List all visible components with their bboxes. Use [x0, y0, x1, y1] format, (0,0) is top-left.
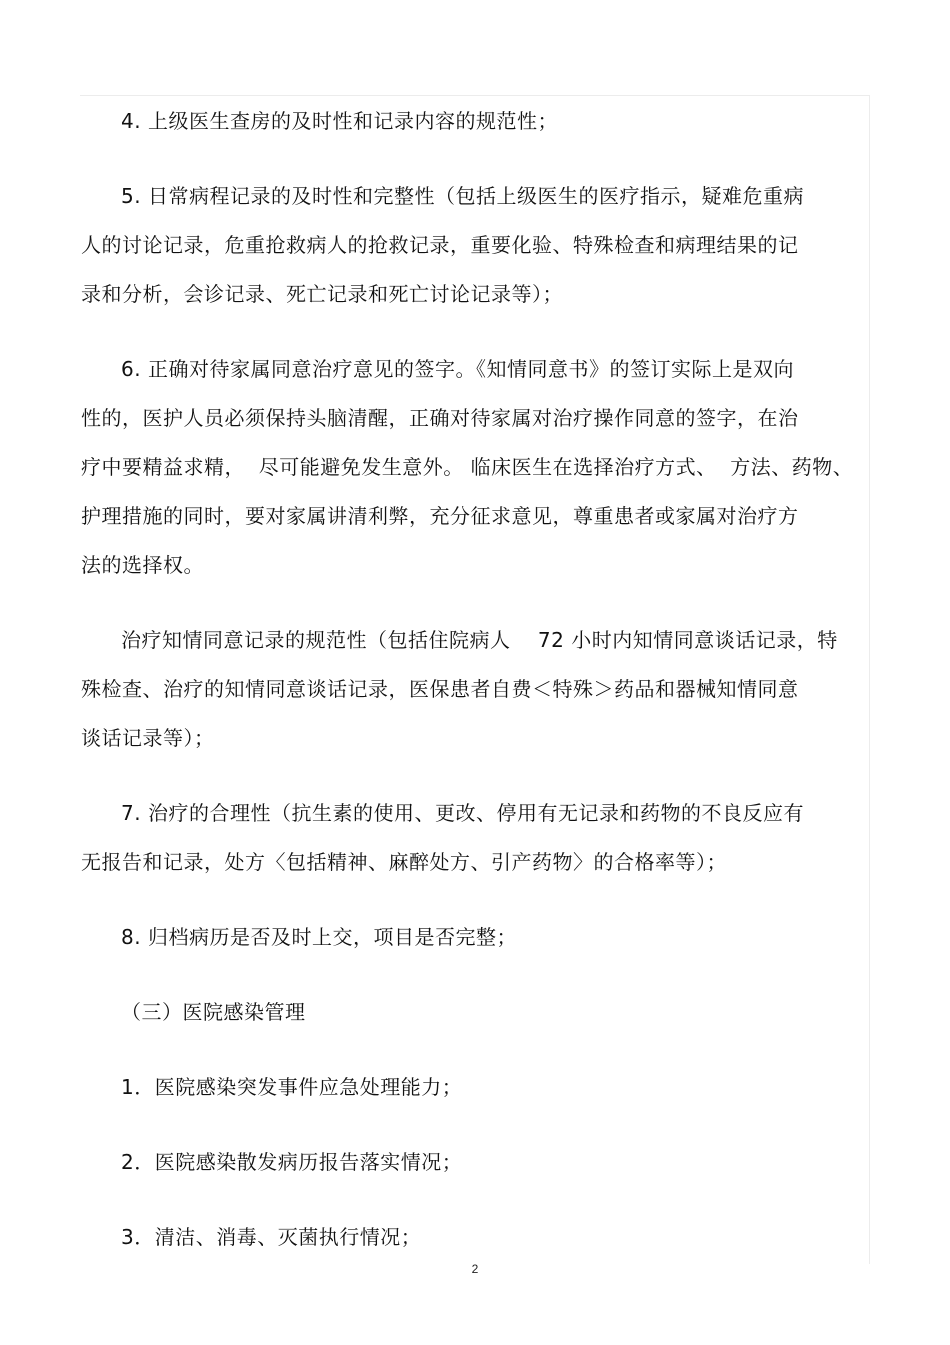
text-line: 3．清洁、消毒、灭菌执行情况； — [121, 1225, 422, 1249]
text-line: 法的选择权。 — [81, 553, 204, 577]
text-line: 2．医院感染散发病历报告落实情况； — [121, 1150, 463, 1174]
list-item — [81, 1063, 863, 1112]
paragraph-7 — [81, 789, 863, 887]
text-line: 谈话记录等）； — [81, 726, 215, 750]
text-line: 5. 日常病程记录的及时性和完整性（包括上级医生的医疗指示，疑难危重病 — [121, 184, 804, 208]
text-line: （三）医院感染管理 — [121, 1000, 306, 1024]
text-line: 无报告和记录，处方〈包括精神、麻醉处方、引产药物〉的合格率等）； — [81, 850, 727, 874]
text-line: 性的，医护人员必须保持头脑清醒，正确对待家属对治疗操作同意的签字，在治 — [81, 406, 799, 430]
document-body — [81, 97, 863, 1262]
list-item — [81, 1213, 863, 1262]
text-line: 1．医院感染突发事件应急处理能力； — [121, 1075, 463, 1099]
list-item — [81, 1138, 863, 1187]
text-line: 6. 正确对待家属同意治疗意见的签字。《知情同意书》的签订实际上是双向 — [121, 357, 794, 381]
text-line: 殊检查、治疗的知情同意谈话记录，医保患者自费＜特殊＞药品和器械知情同意 — [81, 677, 799, 701]
paragraph-5 — [81, 172, 863, 319]
text-line: 人的讨论记录，危重抢救病人的抢救记录，重要化验、特殊检查和病理结果的记 — [81, 233, 799, 257]
text-line: 录和分析，会诊记录、死亡记录和死亡讨论记录等）； — [81, 282, 563, 306]
paragraph-8 — [81, 913, 863, 962]
text-line: 疗中要精益求精， 尽可能避免发生意外。 临床医生在选择治疗方式、 方法、药物、 — [81, 455, 854, 479]
paragraph-consent — [81, 616, 863, 763]
text-line: 8. 归档病历是否及时上交，项目是否完整； — [121, 925, 517, 949]
section-heading — [81, 988, 863, 1037]
paragraph-6 — [81, 345, 863, 590]
page-number: 2 — [471, 1262, 479, 1276]
paragraph-4 — [81, 97, 863, 146]
text-line: 4. 上级医生查房的及时性和记录内容的规范性； — [121, 109, 558, 133]
text-line: 7. 治疗的合理性（抗生素的使用、更改、停用有无记录和药物的不良反应有 — [121, 801, 804, 825]
text-line: 治疗知情同意记录的规范性（包括住院病人 72 小时内知情同意谈话记录，特 — [121, 628, 838, 652]
text-line: 护理措施的同时，要对家属讲清利弊，充分征求意见，尊重患者或家属对治疗方 — [81, 504, 799, 528]
